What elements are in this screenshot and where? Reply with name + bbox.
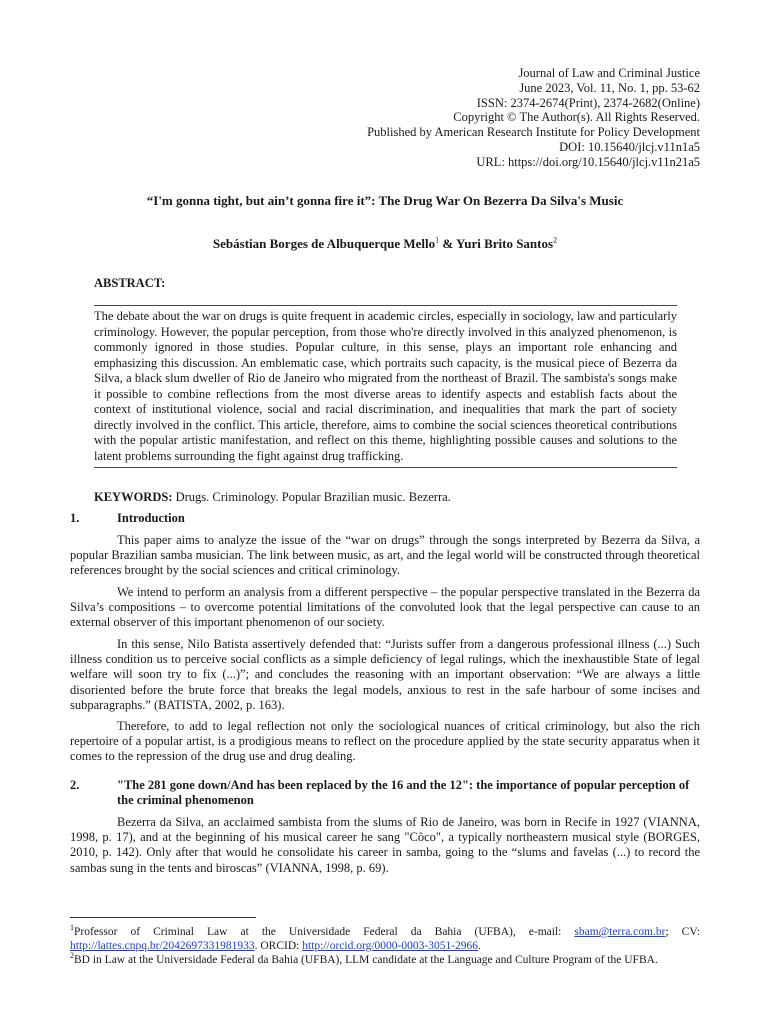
abstract-heading: ABSTRACT: (94, 276, 166, 290)
section-1-paragraph-1: This paper aims to analyze the issue of the “war on drugs” through the songs interpreted by Bezerra da Silva, a popular Brazilian samba musician. The link between music, as art, and the legal world will be constructed through theoretical references brought by the social sciences and critical criminology. (70, 533, 700, 578)
keywords-text: Drugs. Criminology. Popular Brazilian music. Bezerra. (172, 490, 451, 504)
journal-name: Journal of Law and Criminal Justice (518, 66, 700, 80)
journal-issue: June 2023, Vol. 11, No. 1, pp. 53-62 (519, 80, 700, 95)
section-2-title: "The 281 gone down/And has been replaced by the 16 and the 12": the importance of popular perception of the criminal phenomenon (117, 778, 690, 808)
footnote-1-mark: 1 (70, 923, 74, 933)
footnote-1-orcid-link[interactable]: http://orcid.org/0000-0003-3051-2966 (302, 940, 479, 952)
footnote-1-text-c: . ORCID: (254, 940, 303, 952)
footnote-2-mark: 2 (70, 951, 74, 961)
keywords-line (94, 490, 451, 505)
footnote-2-text: BD in Law at the Universidade Federal da Bahia (UFBA), LLM candidate at the Language and Culture Program of the UFBA. (74, 954, 658, 966)
footnote-divider (70, 917, 256, 918)
section-2-paragraph-1: Bezerra da Silva, an acclaimed sambista from the slums of Rio de Janeiro, was born in Recife in 1927 (VIANNA, 1998, p. 17), and at the beginning of his musical career he sang "Côco", a typically northeastern musical style (BORGES, 2010, p. 142). Only after that would he consolidate his career in samba, going to the “slums and favelas (...) to record the sambas sung in the tents and biroscas” (VIANNA, 1998, p. 69). (70, 815, 700, 875)
section-1-paragraph-2: We intend to perform an analysis from a different perspective – the popular perspective translated in the Bezerra da Silva’s compositions – to overcome potential limitations of the convoluted look that the legal perspective can cause to an external observer of this important phenomenon of our society. (70, 585, 700, 630)
author-separator: & (439, 236, 457, 251)
footnote-1-text-a: Professor of Criminal Law at the Universidade Federal da Bahia (UFBA), e-mail: (74, 926, 575, 938)
journal-url: URL: https://doi.org/10.15640/jlcj.v11n21a5 (476, 154, 700, 169)
journal-publisher: Published by American Research Institute for Policy Development (367, 125, 700, 140)
section-1-heading (70, 511, 700, 526)
footnote-1-text-d: . (478, 940, 481, 952)
author-line (0, 236, 770, 251)
footnote-1-text-b: ; CV: (665, 926, 700, 938)
abstract-body: The debate about the war on drugs is quite frequent in academic circles, especially in sociology, law and particularly criminology. However, the popular perception, from those who're directly involved in this analyzed phenomenon, is commonly ignored in those studies. Popular culture, in this sense, plays an important role enhancing and emphasizing this discussion. An emblematic case, which portraits such capacity, is the musical piece of Bezerra da Silva, a black slum dweller of Rio de Janeiro who migrated from the northeast of Brazil. The sambista's songs make it possible to combine reflections from the most diverse areas to identify aspects and establish facts about the context of institutional violence, social and racial discrimination, and inequalities that mark the part of society directly involved in the conflict. This article, therefore, aims to combine the social sciences theoretical contributions with the popular artistic manifestation, and reflect on this theme, highlighting possible causes and solutions to the latent problems surrounding the fight against drug trafficking. (94, 305, 677, 468)
author-2: Yuri Brito Santos (456, 236, 554, 251)
footnote-1-cv-link[interactable]: http://lattes.cnpq.br/2042697331981933 (70, 940, 255, 952)
author-1-footnote-mark[interactable]: 1 (435, 235, 440, 245)
section-2-number: 2. (70, 778, 80, 792)
section-1-number: 1. (70, 511, 80, 525)
paper-title: “I'm gonna tight, but ain’t gonna fire it”: The Drug War On Bezerra Da Silva's Music (146, 193, 624, 208)
section-2-heading (70, 778, 700, 808)
section-1-paragraph-4: Therefore, to add to legal reflection not only the sociological nuances of critical criminology, but also the rich repertoire of a popular artist, is a prodigious means to reflect on the procedure applied by the state security apparatus when it comes to the repression of the drug use and drug dealing. (70, 719, 700, 764)
footnote-1-email-link[interactable]: sbam@terra.com.br (574, 926, 666, 938)
journal-doi: DOI: 10.15640/jlcj.v11n1a5 (559, 139, 700, 154)
section-1-title: Introduction (117, 511, 185, 525)
keywords-label: KEYWORDS: (94, 490, 173, 504)
section-1-paragraph-3: In this sense, Nilo Batista assertively defended that: “Jurists suffer from a dangerous professional illness (...) Such illness condition us to perceive social conflicts as a simple deficiency of legal rulings, which the inexhaustible State of legal welfare will soon try to fix (...)”; and concludes the reasoning with an important observation: “We are always a little disoriented before the brute force that breaks the legal models, anxious to rest in the safe harbour of some incises and subparagraphs.” (BATISTA, 2002, p. 163). (70, 637, 700, 712)
journal-issn: ISSN: 2374-2674(Print), 2374-2682(Online) (476, 95, 700, 110)
footnote-1 (70, 925, 700, 953)
author-2-footnote-mark[interactable]: 2 (553, 235, 558, 245)
journal-header (367, 66, 700, 170)
author-1: Sebástian Borges de Albuquerque Mello (212, 236, 436, 251)
journal-copyright: Copyright © The Author(s). All Rights Reserved. (453, 110, 700, 125)
footnote-2 (70, 953, 700, 967)
